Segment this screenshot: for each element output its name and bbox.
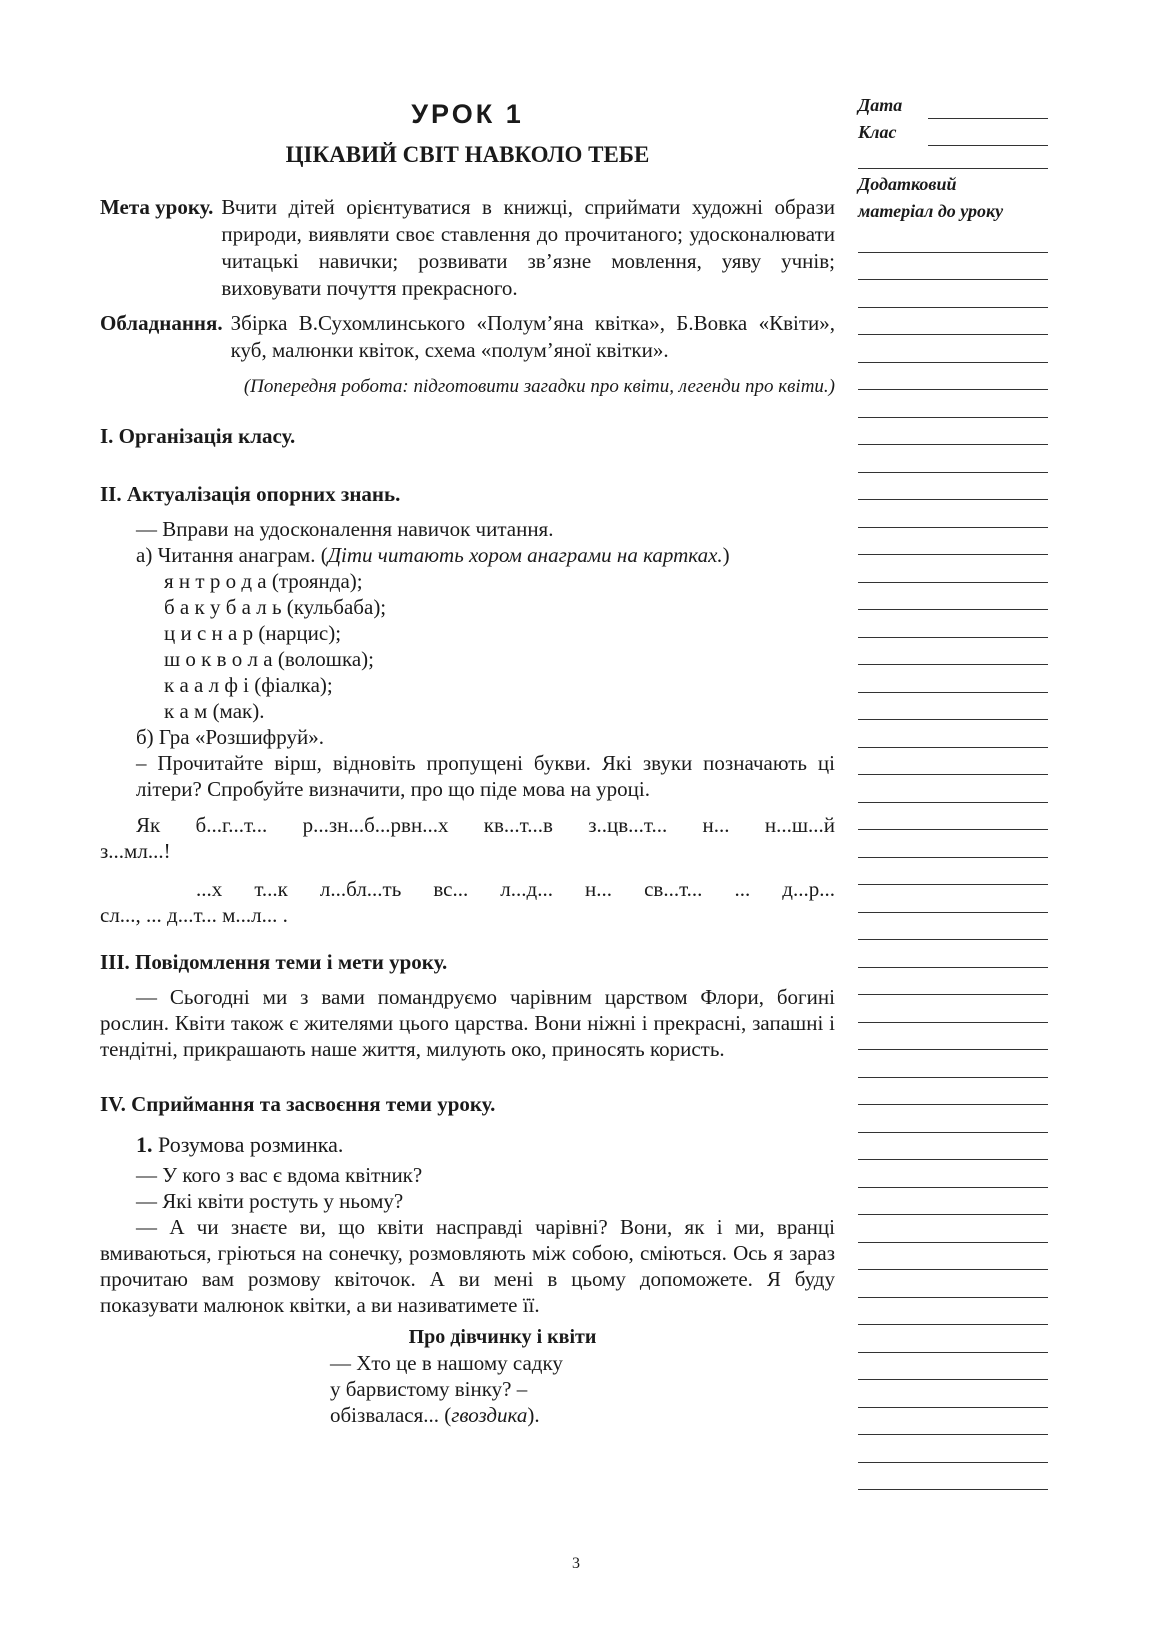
section-2-intro: — Вправи на удосконалення навичок читання. — [136, 517, 554, 541]
notes-line[interactable] — [858, 445, 1048, 473]
notes-line[interactable] — [858, 720, 1048, 748]
cipher-instruction-text: – Прочитайте вірш, відновіть пропущені букви. Які звуки позначають ці літери? Спробуйте визначити, про що піде мова на уроці. — [136, 751, 835, 801]
goal-text: Вчити дітей орієнтуватися в книжці, сприймати художні образи природи, виявляти своє ставлення до прочитаного; удосконалювати читацькі навички; розвивати зв’язне мовлення, уяву учнів; виховувати почуття прекрасного. — [221, 195, 835, 300]
additional-label-line-2: матеріал до уроку — [858, 201, 1004, 221]
poem — [100, 1350, 835, 1428]
notes-line[interactable] — [858, 418, 1048, 446]
notes-line[interactable] — [858, 390, 1048, 418]
notes-line[interactable] — [858, 1078, 1048, 1106]
anagram-item: к а м (мак). — [164, 699, 265, 723]
notes-line[interactable] — [858, 858, 1048, 886]
poem-title: Про дівчинку і квіти — [408, 1326, 597, 1348]
poem-line-2: у барвистому вінку? – — [330, 1377, 528, 1401]
notes-line[interactable] — [858, 1215, 1048, 1243]
item-a-italic: Діти читають хором анаграми на картках. — [327, 543, 723, 567]
section-1-title: І. Організація класу. — [100, 424, 296, 448]
lesson-equipment — [100, 310, 835, 364]
poem-line-1: — Хто це в нашому садку — [330, 1351, 563, 1375]
notes-line[interactable] — [858, 308, 1048, 336]
date-field — [858, 92, 1048, 119]
anagram-item: б а к у б а л ь (кульбаба); — [164, 595, 387, 619]
notes-line[interactable] — [858, 1160, 1048, 1188]
date-label: Дата — [858, 95, 903, 115]
date-line[interactable] — [928, 99, 1048, 119]
notes-line[interactable] — [858, 1133, 1048, 1161]
notes-line[interactable] — [858, 1270, 1048, 1298]
additional-label-line-1: Додатковий — [858, 174, 957, 194]
section-3-title: ІІІ. Повідомлення теми і мети уроку. — [100, 950, 448, 974]
item-a-suffix: ) — [722, 543, 730, 567]
notes-line[interactable] — [858, 913, 1048, 941]
anagram-item: я н т р о д а (троянда); — [164, 569, 363, 593]
notes-line[interactable] — [858, 748, 1048, 776]
anagram-item: ш о к в о л а (волошка); — [164, 647, 375, 671]
notes-line[interactable] — [858, 1325, 1048, 1353]
notes-line[interactable] — [858, 1353, 1048, 1381]
poem-line-3 — [330, 1402, 835, 1428]
notes-line[interactable] — [858, 335, 1048, 363]
cipher-1-line-1: Як б...г...т... р...зн...б...рвн...х кв...т...в з..цв...т... н... н...ш...й — [136, 813, 835, 837]
page-number: 3 — [572, 1555, 580, 1572]
notes-line[interactable] — [858, 830, 1048, 858]
additional-material-label — [858, 171, 1048, 225]
lesson-subtitle: ЦІКАВИЙ СВІТ НАВКОЛО ТЕБЕ — [285, 142, 650, 167]
notes-line[interactable] — [858, 968, 1048, 996]
preliminary-note: (Попередня робота: підготовити загадки про квіти, легенди про квіти.) — [243, 376, 835, 397]
notes-line[interactable] — [858, 638, 1048, 666]
item-a — [100, 542, 835, 568]
notes-line[interactable] — [858, 280, 1048, 308]
item-1-text: Розумова розминка. — [158, 1132, 344, 1157]
lesson-content — [100, 92, 835, 1428]
notes-line[interactable] — [858, 995, 1048, 1023]
blank-line[interactable] — [858, 146, 1048, 169]
notes-line[interactable] — [858, 940, 1048, 968]
class-field — [858, 119, 1048, 146]
notes-line[interactable] — [858, 363, 1048, 391]
notes-line[interactable] — [858, 253, 1048, 281]
notes-line[interactable] — [858, 473, 1048, 501]
cipher-2-line-2: сл..., ... д...т... м...л... . — [100, 903, 288, 927]
notes-line[interactable] — [858, 1188, 1048, 1216]
equipment-text: Збірка В.Сухомлинського «Полум’яна квітка», Б.Вовка «Квіти», куб, малюнки квіток, схема «полум’яної квітки». — [230, 311, 835, 362]
notes-line[interactable] — [858, 610, 1048, 638]
notes-line[interactable] — [858, 1435, 1048, 1463]
class-line[interactable] — [928, 126, 1048, 146]
notes-line[interactable] — [858, 583, 1048, 611]
sidebar — [858, 92, 1048, 1490]
notes-line[interactable] — [858, 1463, 1048, 1491]
poem-line-3-suffix: ). — [527, 1403, 540, 1427]
notes-line[interactable] — [858, 775, 1048, 803]
poem-line-3-prefix: обізвалася... ( — [330, 1403, 452, 1427]
item-a-prefix: а) Читання анаграм. ( — [136, 543, 328, 567]
cipher-1-line-2: з...мл...! — [100, 839, 171, 863]
item-b: б) Гра «Розшифруй». — [136, 725, 324, 749]
anagram-item: к а а л ф і (фіалка); — [164, 673, 333, 697]
notes-line[interactable] — [858, 1243, 1048, 1271]
goal-label: Мета уроку. — [100, 195, 214, 219]
notes-line[interactable] — [858, 225, 1048, 253]
lesson-goal — [100, 194, 835, 302]
cipher-instruction — [100, 750, 835, 802]
notes-line[interactable] — [858, 1050, 1048, 1078]
notes-line[interactable] — [858, 803, 1048, 831]
class-label: Клас — [858, 122, 897, 142]
equipment-label: Обладнання. — [100, 311, 223, 335]
notes-line[interactable] — [858, 1105, 1048, 1133]
notes-lines — [858, 225, 1048, 1490]
notes-line[interactable] — [858, 555, 1048, 583]
section-3-text: — Сьогодні ми з вами помандруємо чарівним царством Флори, богині рослин. Квіти також є жителями цього царства. Вони ніжні і прекрасні, запашні і тендітні, прикрашають наше життя, милують око, приносять користь. — [100, 985, 835, 1061]
anagram-list — [100, 568, 835, 724]
notes-line[interactable] — [858, 1380, 1048, 1408]
item-1-number: 1. — [136, 1132, 153, 1157]
notes-line[interactable] — [858, 1023, 1048, 1051]
notes-line[interactable] — [858, 693, 1048, 721]
question-1: — У кого з вас є вдома квітник? — [136, 1163, 423, 1187]
section-4-title: ІV. Сприймання та засвоєння теми уроку. — [100, 1092, 496, 1116]
lesson-title: УРОК 1 — [411, 99, 524, 129]
notes-line[interactable] — [858, 885, 1048, 913]
question-2: — Які квіти ростуть у ньому? — [136, 1189, 404, 1213]
section-2-title: ІІ. Актуалізація опорних знань. — [100, 482, 401, 506]
anagram-item: ц и с н а р (нарцис); — [164, 621, 342, 645]
notes-line[interactable] — [858, 528, 1048, 556]
item-1 — [100, 1132, 835, 1158]
cipher-2-line-1: ...х т...к л...бл...ть вс... л...д... н... св...т... ... д...р... — [196, 877, 835, 901]
notes-line[interactable] — [858, 1298, 1048, 1326]
section-4-paragraph: — А чи знаєте ви, що квіти насправді чарівні? Вони, як і ми, вранці вмиваються, гріються на сонечку, розмовляють між собою, сміються. Ось я зараз прочитаю вам розмову квіточок. А ви мені в цьому допоможете. Я буду показувати малюнок квітки, а ви називатимете її. — [100, 1215, 835, 1317]
poem-line-3-italic: гвоздика — [451, 1403, 528, 1427]
notes-line[interactable] — [858, 665, 1048, 693]
notes-line[interactable] — [858, 1408, 1048, 1436]
notes-line[interactable] — [858, 500, 1048, 528]
